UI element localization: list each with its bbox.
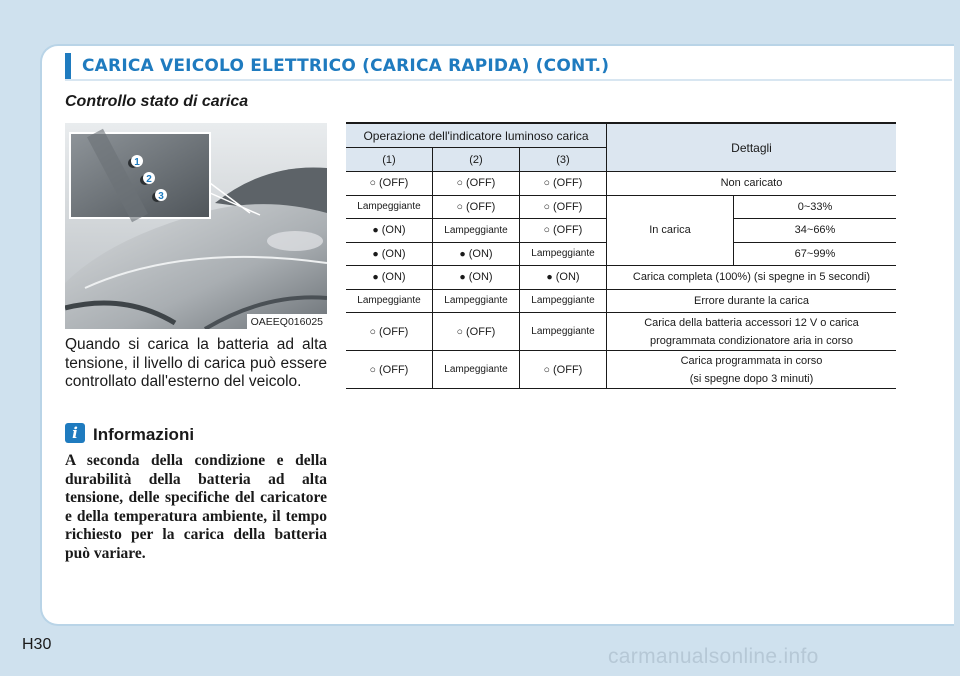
charging-port-photo xyxy=(65,123,327,329)
header-indicator-operation: Operazione dell'indicatore luminoso carica xyxy=(346,123,607,148)
cell-indicator-1: ● (ON) xyxy=(346,242,433,266)
cell-indicator-3: ○ (OFF) xyxy=(520,195,607,219)
header-details: Dettagli xyxy=(607,123,897,172)
section-subtitle: Controllo stato di carica xyxy=(65,93,249,110)
cell-indicator-3: ○ (OFF) xyxy=(520,351,607,389)
off-symbol: ○ xyxy=(456,200,463,213)
table-row xyxy=(346,172,896,196)
table-row xyxy=(346,313,896,351)
table-row xyxy=(346,289,896,313)
cell-indicator-3: Lampeggiante xyxy=(520,313,607,351)
cell-detail-charging: In carica xyxy=(607,195,734,266)
on-symbol: ● xyxy=(372,247,379,260)
info-icon: i xyxy=(65,423,85,443)
header-col-2: (2) xyxy=(433,148,520,172)
cell-indicator-1: Lampeggiante xyxy=(346,289,433,313)
on-symbol: ● xyxy=(372,224,379,237)
heading-accent-bar xyxy=(65,53,71,79)
cell-indicator-3: Lampeggiante xyxy=(520,242,607,266)
header-col-3: (3) xyxy=(520,148,607,172)
cell-indicator-1: Lampeggiante xyxy=(346,195,433,219)
cell-indicator-3: Lampeggiante xyxy=(520,289,607,313)
cell-detail: Carica completa (100%) (si spegne in 5 secondi) xyxy=(607,266,897,290)
cell-indicator-2: ● (ON) xyxy=(433,242,520,266)
cell-indicator-3: ○ (OFF) xyxy=(520,219,607,243)
cell-detail: Errore durante la carica xyxy=(607,289,897,313)
cell-detail: Non caricato xyxy=(607,172,897,196)
callout-1: 1 xyxy=(134,157,140,168)
table-row xyxy=(346,195,896,219)
cell-indicator-1: ● (ON) xyxy=(346,266,433,290)
page-number: H30 xyxy=(22,636,52,653)
cell-indicator-2: ○ (OFF) xyxy=(433,313,520,351)
figure-code: OAEEQ016025 xyxy=(247,314,327,329)
cell-indicator-1: ○ (OFF) xyxy=(346,351,433,389)
cell-indicator-1: ● (ON) xyxy=(346,219,433,243)
callout-labels xyxy=(65,123,327,329)
cell-indicator-3: ○ (OFF) xyxy=(520,172,607,196)
section-heading: CARICA VEICOLO ELETTRICO (CARICA RAPIDA) (CONT.) xyxy=(82,56,610,76)
off-symbol: ○ xyxy=(369,177,376,190)
cell-indicator-1: ○ (OFF) xyxy=(346,313,433,351)
cell-detail: Carica programmata in corso (si spegne dopo 3 minuti) xyxy=(607,351,897,389)
heading-rule xyxy=(65,79,952,81)
body-paragraph: Quando si carica la batteria ad alta tensione, il livello di carica può essere controllato dall'esterno del veicolo. xyxy=(65,336,327,390)
cell-indicator-2: Lampeggiante xyxy=(433,219,520,243)
off-symbol: ○ xyxy=(456,325,463,338)
off-symbol: ○ xyxy=(543,363,550,376)
cell-range: 0~33% xyxy=(734,195,897,219)
off-symbol: ○ xyxy=(543,200,550,213)
off-symbol: ○ xyxy=(369,363,376,376)
cell-indicator-2: Lampeggiante xyxy=(433,351,520,389)
table-row xyxy=(346,351,896,389)
watermark: carmanualsonline.info xyxy=(608,645,819,668)
cell-range: 67~99% xyxy=(734,242,897,266)
on-symbol: ● xyxy=(546,271,553,284)
off-symbol: ○ xyxy=(543,177,550,190)
cell-indicator-2: ○ (OFF) xyxy=(433,195,520,219)
cell-indicator-2: ○ (OFF) xyxy=(433,172,520,196)
on-symbol: ● xyxy=(459,247,466,260)
off-symbol: ○ xyxy=(456,177,463,190)
callout-3: 3 xyxy=(158,191,164,202)
header-col-1: (1) xyxy=(346,148,433,172)
table-row xyxy=(346,266,896,290)
info-text: A seconda della condizione e della durabilità della batteria ad alta tensione, delle specifiche del caricatore e della temperatura ambiente, il tempo richiesto per la carica della batteria può variare. xyxy=(65,452,327,562)
off-symbol: ○ xyxy=(369,325,376,338)
cell-indicator-2: Lampeggiante xyxy=(433,289,520,313)
on-symbol: ● xyxy=(459,271,466,284)
off-symbol: ○ xyxy=(543,224,550,237)
cell-indicator-1: ○ (OFF) xyxy=(346,172,433,196)
cell-detail: Carica della batteria accessori 12 V o carica programmata condizionatore aria in corso xyxy=(607,313,897,351)
cell-indicator-2: ● (ON) xyxy=(433,266,520,290)
callout-2: 2 xyxy=(146,174,152,185)
cell-range: 34~66% xyxy=(734,219,897,243)
cell-indicator-3: ● (ON) xyxy=(520,266,607,290)
on-symbol: ● xyxy=(372,271,379,284)
charge-status-table xyxy=(346,122,896,389)
info-title: Informazioni xyxy=(93,425,195,444)
